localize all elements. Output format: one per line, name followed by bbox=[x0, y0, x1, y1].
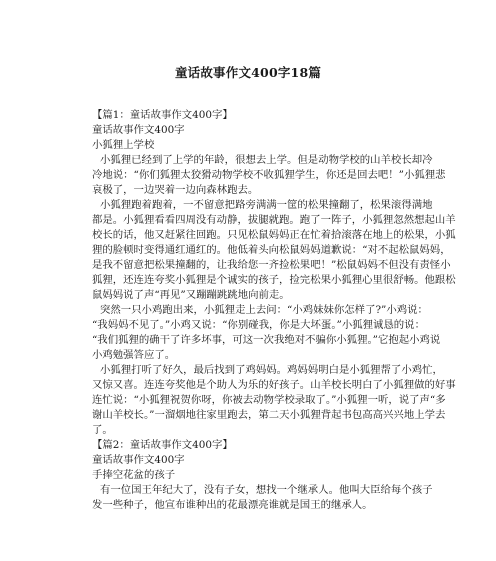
paragraph-line: 冷地说：“你们狐狸太狡猾动物学校不收狐狸学生，你还是回去吧！”小狐狸悲 bbox=[92, 169, 446, 181]
paragraph-line: 狸的脸顿时变得通红通红的。他低着头向松鼠妈妈道歉说：“对不起松鼠妈妈， bbox=[92, 244, 451, 256]
section-heading: 【篇1：童话故事作文400字】 bbox=[92, 109, 233, 121]
document-title: 童话故事作文400字18篇 bbox=[174, 65, 322, 80]
paragraph-line: “我们狐狸的确干了许多坏事，可这一次我绝对不骗你小狐狸。”它抱起小鸡说 bbox=[92, 334, 441, 346]
paragraph bbox=[92, 303, 441, 363]
section-subtitle: 童话故事作文400字 bbox=[92, 454, 185, 466]
document-body bbox=[92, 108, 456, 513]
paragraph-line: 谢山羊校长。”一溜烟地往家里跑去，第二天小狐狸背起书包高高兴兴地上学去 bbox=[92, 409, 446, 421]
paragraph bbox=[92, 198, 456, 303]
paragraph-line: 又惊又喜。连连夸奖他是个助人为乐的好孩子。山羊校长明白了小狐狸做的好事 bbox=[92, 379, 456, 391]
paragraph-line: 小狐狸已经到了上学的年龄，很想去上学。但是动物学校的山羊校长却冷 bbox=[100, 154, 433, 166]
paragraph-line: 校长的话，他又赶紧往回跑。只见松鼠妈妈正在忙着拾滚落在地上的松果，小狐 bbox=[92, 229, 456, 241]
section-heading: 【篇2：童话故事作文400字】 bbox=[92, 439, 233, 451]
paragraph bbox=[92, 363, 456, 438]
paragraph-line: 鼠妈妈说了声“再见”又蹦蹦跳跳地向前走。 bbox=[92, 289, 290, 301]
paragraph-line: 哀极了，一边哭着一边向森林跑去。 bbox=[92, 184, 259, 196]
paragraph-line: 小狐狸跑着跑着，一不留意把路旁满满一筐的松果撞翻了，松果滚得满地 bbox=[100, 199, 433, 211]
paragraph-line: 有一位国王年纪大了，没有子女，想找一个继承人。他叫大臣给每个孩子 bbox=[100, 484, 433, 496]
section-subtitle: 童话故事作文400字 bbox=[92, 124, 185, 136]
story-title: 手捧空花盆的孩子 bbox=[92, 469, 176, 481]
paragraph-line: 了。 bbox=[92, 424, 113, 436]
paragraph-line: 小鸡勉强答应了。 bbox=[92, 349, 176, 361]
paragraph-line: 狐狸，还连连夸奖小狐狸是个诚实的孩子，捡完松果小狐狸心里很舒畅。他跟松 bbox=[92, 274, 456, 286]
paragraph-line: 连忙说：“小狐狸祝贺你呀，你被去动物学校录取了。”小狐狸一听，说了声“多 bbox=[92, 394, 446, 406]
paragraph-line: 都是。小狐狸看看四周没有动静，拔腿就跑。跑了一阵子，小狐狸忽然想起山羊 bbox=[92, 214, 456, 226]
paragraph-line: 突然一只小鸡跑出来，小狐狸走上去问：“小鸡妹妹你怎样了?”小鸡说： bbox=[100, 304, 428, 316]
paragraph bbox=[92, 483, 433, 513]
paragraph-line: “我妈妈不见了。”小鸡又说：“你别碰我，你是大坏蛋。”小狐狸诚恳的说： bbox=[92, 319, 425, 331]
paragraph-line: 是我不留意把松果撞翻的，让我给您一齐捡松果吧！”松鼠妈妈不但没有责怪小 bbox=[92, 259, 451, 271]
paragraph-line: 小狐狸打听了好久，最后找到了鸡妈妈。鸡妈妈明白是小狐狸帮了小鸡忙， bbox=[100, 364, 443, 376]
story-title: 小狐狸上学校 bbox=[92, 139, 155, 151]
paragraph-line: 发一些种子，他宣布谁种出的花最漂亮谁就是国王的继承人。 bbox=[92, 499, 373, 511]
paragraph bbox=[92, 153, 446, 198]
